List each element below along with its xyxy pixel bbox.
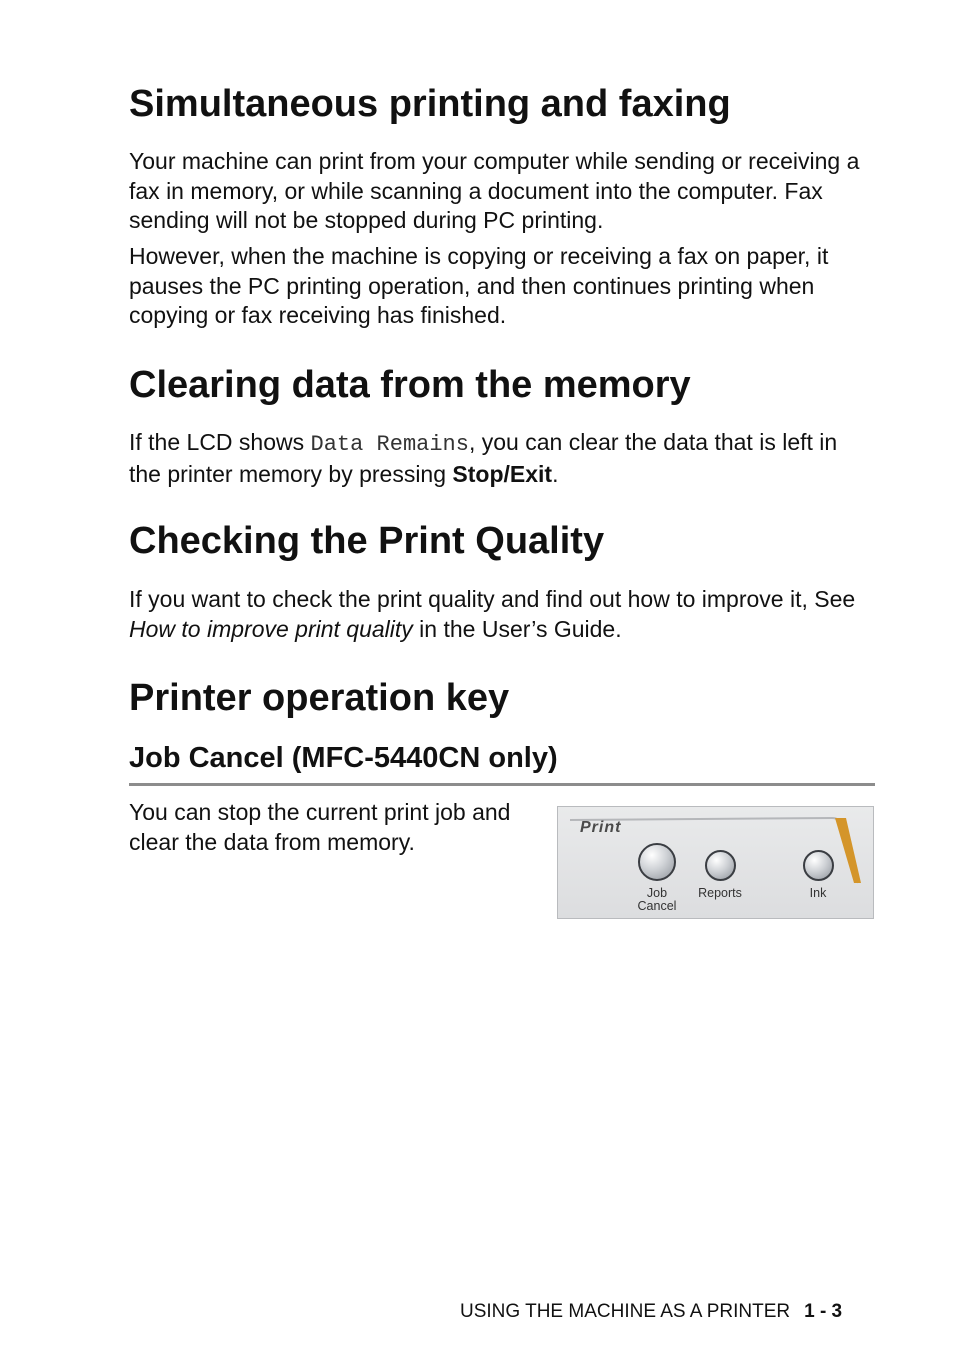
page-footer [460, 1300, 842, 1324]
heading-clearing-memory: Clearing data from the memory [129, 364, 691, 406]
panel-accent-stripe [835, 818, 861, 883]
heading-printer-operation-key: Printer operation key [129, 677, 510, 719]
footer-page-number: 1 - 3 [804, 1301, 843, 1322]
reports-label: Reports [698, 886, 742, 900]
ink-button[interactable] [803, 850, 834, 881]
paragraph-job-cancel: You can stop the current print job and clear the data from memory. [129, 799, 511, 855]
ink-label: Ink [809, 886, 827, 900]
paragraph-simultaneous-1: Your machine can print from your computer while sending or receiving a fax in memory, or while scanning a document into the computer. Fax sending will not be stopped during PC printing. [129, 148, 860, 233]
stop-exit-key-name: Stop/Exit [452, 460, 553, 487]
heading-checking-print-quality: Checking the Print Quality [129, 520, 605, 562]
checking-text-before: If you want to check the print quality and find out how to improve it, See [129, 586, 856, 612]
subheading-job-cancel: Job Cancel (MFC-5440CN only) [129, 742, 558, 774]
clearing-text-after: . [552, 460, 559, 487]
heading-simultaneous-printing: Simultaneous printing and faxing [129, 83, 731, 125]
print-control-panel-illustration [557, 806, 874, 919]
job-cancel-button[interactable] [638, 843, 676, 881]
checking-text-after: in the User’s Guide. [412, 615, 622, 642]
paragraph-clearing [129, 428, 875, 489]
footer-chapter-title: USING THE MACHINE AS A PRINTER [460, 1301, 791, 1322]
lcd-message: Data Remains [310, 432, 469, 457]
paragraph-simultaneous-2: However, when the machine is copying or receiving a fax on paper, it pauses the PC printing operation, and then continues printing when copying or fax receiving has finished. [129, 243, 829, 328]
clearing-text-middle: , you can clear the data that is left in the printer memory by pressing [129, 429, 838, 487]
guide-reference: How to improve print quality [129, 615, 413, 642]
reports-button[interactable] [705, 850, 736, 881]
paragraph-checking [129, 585, 875, 644]
panel-title: Print [580, 819, 622, 836]
clearing-text-before: If the LCD shows [129, 429, 311, 455]
job-cancel-label: Job Cancel [637, 886, 677, 913]
section-divider [129, 783, 875, 786]
